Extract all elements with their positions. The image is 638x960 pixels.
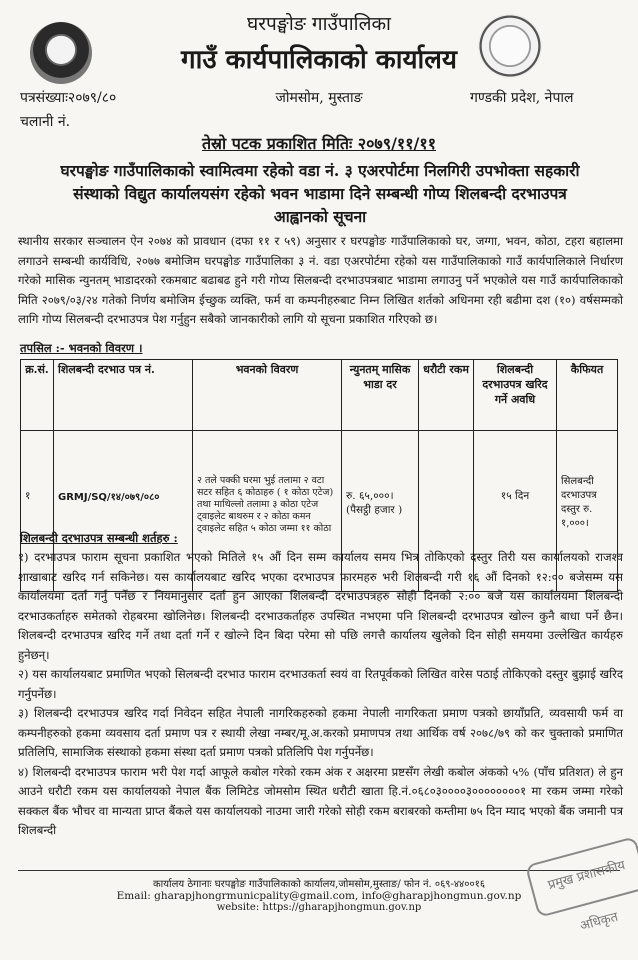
cell-remarks: सिलबन्दी दरभाउपत्र दस्तुर रु. १,०००। — [557, 431, 618, 592]
col-rent: न्युनतम् मासिक भाडा दर — [342, 360, 419, 431]
conditions-list — [18, 548, 623, 841]
conditions-title: शिलबन्दी दरभाउपत्र सम्बन्धी शर्तहरु : — [20, 531, 178, 545]
condition-item-2: २) यस कार्यालयबाट प्रमाणित भएको सिलबन्दी दरभाउ फाराम दरभाउकर्ता स्वयं वा रितपूर्वकको लिखित वारेस पठाई तोकिएको दस्तुर बुझाई खरिद गर्नुपर्नेछ। — [18, 667, 623, 701]
col-description: भवनको विवरण — [193, 360, 342, 431]
condition-item-1: १) दरभाउपत्र फाराम सूचना प्रकाशित भएको मितिले १५ औं दिन सम्म कार्यालय समय भित्र तोकिएको दस्तुर तिरी यस कार्यालयको राजश्व शाखाबाट खरिद गर्न सकिनेछ। यस कार्यालयबाट खरिद भएका दरभाउपत्र फारमहरु भरी शिलबन्दी गरी १६ औं दिनको १२:०० बजेसम्म यस कार्यालयमा दर्ता गर्नु पर्नेछ र नियमानुसार दर्ता हुन आएका शिलबन्दी दरभाउपत्रहरु सोही दिनको २:०० बजे यस कार्यालयमा शिलबन्दी दरभाउकर्ताहरु समेतको रोहबरमा खोलिनेछ। शिलबन्दी दरभाउकर्ताहरु उपस्थित नभएमा पनि शिलबन्दी दरभाउपत्र खोल्न कुनै बाधा पर्ने छैन। शिलबन्दी दरभाउपत्र खरिद गर्ने तथा दर्ता गर्ने र खोल्ने दिन बिदा परेमा सो पछि लगत्तै कार्यालय खुलेको दिन सोही समयमा उल्लेखित कार्यहरु हुनेछन्। — [18, 550, 623, 662]
footer-website[interactable]: website: https://gharapjhongmun.gov.np — [216, 902, 422, 913]
condition-item-3: ३) शिलबन्दी दरभाउपत्र खरिद गर्दा निवेदन सहित नेपाली नागरिकहरुको हकमा नेपाली नागरिकता प्रमाण पत्रको छायाँप्रति, व्यवसायी फर्म वा कम्पनीहरुको हकमा व्यवसाय दर्ता प्रमाण पत्र र स्थायी लेखा नम्बर/मू.अ.करको प्रमाणपत्र तथा आर्थिक वर्ष २०७८/७९ को कर चुक्ताको प्रमाणित प्रतिलिपि, सामाजिक संस्थाको हकमा संस्था दर्ता प्रमाण पत्रको प्रतिलिपि पेश गर्नुपर्नेछ। — [18, 706, 623, 759]
table-header-row — [21, 360, 618, 431]
rent-words: (पैसट्ठी हजार ) — [346, 504, 403, 516]
footer-email[interactable]: Email: gharapjhongrmunicpality@gmail.com, info@gharapjhongmun.gov.np — [116, 890, 522, 902]
cell-description: २ तले पक्की घरमा भुई तलामा २ वटा सटर सहित ६ कोठाहरु ( १ कोठा एटेज) तथा माथिल्लो तलामा ३ कोठा एटेज ट्वाइलेट बाथरुम र २ कोठा कमन ट्वाइलेट सहित ५ कोठा जम्मा ११ कोठा — [193, 431, 342, 592]
condition-item-4: ४) शिलबन्दी दरभाउपत्र फाराम भरी पेश गर्दा आफूले कबोल गरेको रकम अंक र अक्षरमा प्रष्टसँग लेखी कबोल अंकको ५% (पाँच प्रतिशत) ले हुन आउने धरौटी रकम यस कार्यालयको नेपाल बैंक लिमिटेड जोमसोम स्थित धरौटी खाता हि.नं.०६८०३००००३००००००००१ मा रकम जम्मा गरेको सक्कल बैंक भौचर वा मान्यता प्राप्त बैंकले यस कार्यालयको नाउमा जारी गरेको सोही रकम बराबरको कम्तीमा ७५ दिन म्याद भएको बैंक जमानी पत्र शिलबन्दी — [18, 764, 623, 837]
official-stamp: प्रमुख प्रशासकीय अधिकृत — [525, 836, 638, 918]
cell-code: GRMJ/SQ/१४/०७९/०८० — [54, 431, 193, 592]
intro-text: स्थानीय सरकार सञ्चालन ऐन २०७४ को प्रावधान (दफा ११ र ५९) अनुसार र घरपङ्घोङ गाउँपालिकाको घर, जग्गा, भवन, कोठा, टहरा बहालमा लगाउने सम्बन्धी कार्यविधि, २०७७ बमोजिम घरपङ्घोङ गाउँपालिका ३ नं. वडा एअरपोर्टमा रहेको यस गाउँपालिकाको गाउँ कार्यपालिकाले निर्धारण गरेको मासिक न्युनतम् भाडादरको रकमबाट बढाबढ हुने गरी गोप्य सिलबन्दी दरभाउपत्रबाट भाडामा लगाउनु पर्ने भएकोले यस गाउँ कार्यपालिकाको मिति २०७९/०३/२४ गतेको निर्णय बमोजिम ईच्छुक व्यक्ति, फर्म वा कम्पनीहरुबाट निम्न लिखित शर्तको अधिनमा रही बढीमा दश (१०) वर्षसम्मको लागि गोप्य सिलबन्दी दरभाउपत्र पेश गर्नुहुन सबैको जानकारीको लागि यो सूचना प्रकाशित गरिएको छ। — [18, 234, 623, 326]
office-location: जोमसोम, मुस्ताङ — [275, 90, 363, 106]
notice-heading-line-2: संस्थाको विद्युत कार्यालयसंग रहेको भवन भाडामा दिने सम्बन्धी गोप्य शिलबन्दी दरभाउपत्र — [73, 184, 567, 203]
municipality-name: घरपङ्घोङ गाउँपालिका — [247, 13, 391, 35]
province-name: गण्डकी प्रदेश, नेपाल — [470, 90, 574, 106]
col-remarks: कैफियत — [557, 360, 618, 431]
col-deposit: धरौटी रकम — [419, 360, 474, 431]
letter-number: पत्रसंख्याः२०७९/८० — [20, 90, 117, 106]
dispatch-number: चलानी नं. — [20, 114, 71, 130]
col-period: शिलबन्दी दरभाउपत्र खरिद गर्ने अवधि — [474, 360, 557, 431]
schedule-caption: तपसिल :- भवनको विवरण । — [20, 341, 143, 355]
col-code: शिलबन्दी दरभाउ पत्र नं. — [54, 360, 193, 431]
footer-address: कार्यालय ठेगानाः घरपङ्घोङ गाउँपालिकाको कार्यालय,जोमसोम,मुस्ताङ/ फोन नं. ०६९-४४००१६ — [152, 879, 486, 890]
notice-heading-line-3: आह्वानको सूचना — [273, 207, 367, 226]
col-sn: क्र.सं. — [21, 360, 54, 431]
publication-date: तेस्रो पटक प्रकाशित मितिः २०७९/११/११ — [201, 134, 437, 153]
cell-period: १५ दिन — [474, 431, 557, 592]
cell-sn: १ — [21, 431, 54, 592]
notice-heading-line-1: घरपङ्घोङ गाउँपालिकाको स्वामित्वमा रहेको वडा नं. ३ एअरपोर्टमा निलगिरी उपभोक्ता सहकारी — [60, 161, 580, 180]
rent-amount: रु. ६५,०००। — [346, 490, 394, 502]
intro-paragraph — [18, 232, 623, 330]
office-name: गाउँ कार्यपालिकाको कार्यालय — [181, 45, 457, 75]
